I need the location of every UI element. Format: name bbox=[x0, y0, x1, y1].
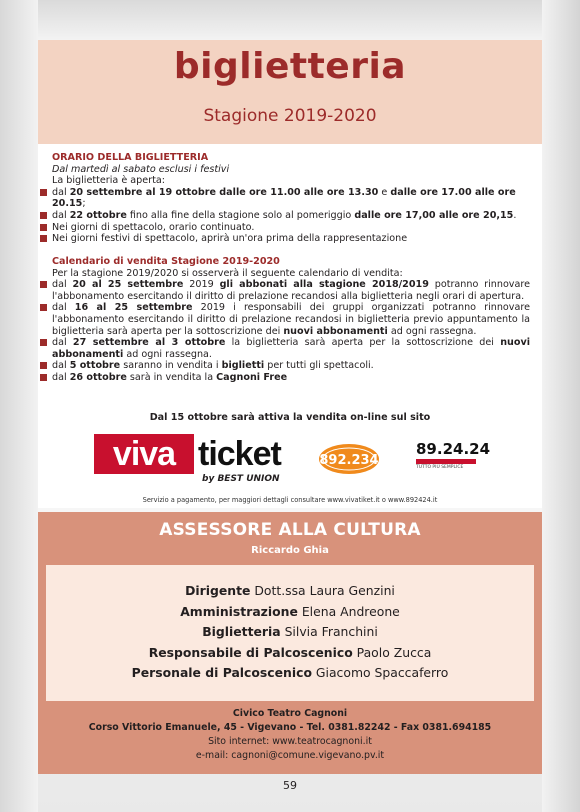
orario-item bbox=[52, 187, 530, 210]
assessore-title: ASSESSORE ALLA CULTURA bbox=[159, 520, 421, 540]
staff-person: Paolo Zucca bbox=[352, 644, 432, 660]
vendita-item-text: 16 al 25 settembre bbox=[74, 302, 193, 314]
season-subtitle: Stagione 2019-2020 bbox=[203, 106, 377, 126]
vendita-item-text: biglietti bbox=[221, 360, 265, 372]
orario-item bbox=[52, 222, 530, 234]
vendita-item-text: saranno in vendita i bbox=[120, 360, 222, 372]
orario-item-text: Nei giorni festivi di spettacolo, aprirà un'ora prima della rappresentazione bbox=[52, 233, 408, 245]
892424-logo-number: 89.24.24 bbox=[416, 440, 491, 458]
content-panel bbox=[38, 144, 542, 508]
bullet-square-icon bbox=[40, 281, 47, 288]
theatre-name: Civico Teatro Cagnoni bbox=[232, 708, 348, 719]
staff-role: Personale di Palcoscenico bbox=[131, 665, 312, 680]
staff-person: Elena Andreone bbox=[297, 603, 400, 619]
vendita-item bbox=[52, 360, 530, 372]
vendita-item-text: potranno rinnovare l'abbonamento esercitando il diritto di prelazione recandosi alla biglietteria negli orari di apertura. bbox=[52, 279, 531, 302]
staff-person: Silvia Franchini bbox=[280, 624, 378, 639]
bullet-square-icon bbox=[40, 224, 47, 231]
staff-role: Biglietteria bbox=[202, 624, 281, 639]
staff-row bbox=[46, 622, 534, 643]
vendita-item-text: 2019 bbox=[183, 279, 220, 291]
staff-role: Dirigente bbox=[185, 583, 251, 598]
orario-item-text: 22 ottobre bbox=[69, 209, 127, 221]
vendita-item-text: 20 al 25 settembre bbox=[72, 279, 184, 291]
vendita-item-text: 2019 i responsabili dei gruppi organizzati potranno rinnovare l'abbonamento esercitando il diritto di prelazione recandosi in biglietteria previo appuntamento la biglietteria sarà aperta per la sottoscrizione dei bbox=[52, 302, 530, 337]
orario-item-text: Nei giorni di spettacolo, orario continuato. bbox=[52, 221, 255, 233]
orario-item-text: dalle ore 17.00 alle ore 20.15 bbox=[52, 186, 516, 210]
vendita-item-text: 5 ottobre bbox=[69, 360, 121, 372]
vendita-item bbox=[52, 279, 530, 302]
staff-role: Amministrazione bbox=[180, 603, 298, 619]
staff-row bbox=[46, 643, 534, 664]
assessore-name: Riccardo Ghia bbox=[251, 545, 329, 556]
bullet-square-icon bbox=[40, 189, 47, 196]
fine-print: Servizio a pagamento, per maggiori dettagli consultare www.vivatiket.it o www.892424.it bbox=[142, 496, 438, 504]
vivaticket-logo-ticket: ticket bbox=[198, 435, 281, 473]
vendita-item-text: nuovi abbonamenti bbox=[52, 337, 531, 360]
orario-item-text: 20 settembre al 19 ottobre dalle ore 11.00 alle ore 13.30 bbox=[69, 186, 379, 198]
vivaticket-logo-viva: viva bbox=[94, 434, 194, 474]
assessore-box bbox=[38, 512, 542, 774]
orario-item-text: dal bbox=[52, 209, 70, 221]
background-photo-left bbox=[0, 0, 38, 812]
bullet-square-icon bbox=[40, 339, 47, 346]
bullet-square-icon bbox=[40, 362, 47, 369]
theatre-info bbox=[38, 707, 542, 763]
theatre-website: Sito internet: www.teatrocagnoni.it bbox=[208, 736, 372, 747]
vendita-item bbox=[52, 302, 530, 337]
staff-role: Responsabile di Palcoscenico bbox=[148, 644, 353, 660]
theatre-email: e-mail: cagnoni@comune.vigevano.pv.it bbox=[195, 750, 385, 761]
background-photo-right bbox=[542, 0, 580, 812]
bullet-square-icon bbox=[40, 374, 47, 381]
orario-intro: La biglietteria è aperta: bbox=[52, 175, 165, 187]
vendita-item-text: ad ogni rassegna. bbox=[387, 325, 477, 337]
892424-logo-tagline: TUTTO PIÙ SEMPLICE bbox=[416, 465, 464, 470]
header-box bbox=[38, 40, 542, 144]
vendita-item-text: 27 settembre al 3 ottobre bbox=[72, 337, 226, 349]
vendita-title: Calendario di vendita Stagione 2019-2020 bbox=[52, 256, 280, 267]
vendita-item-text: ad ogni rassegna. bbox=[123, 348, 212, 360]
vendita-item-text: per tutti gli spettacoli. bbox=[264, 360, 374, 372]
orario-section bbox=[52, 152, 530, 245]
orario-title: ORARIO DELLA BIGLIETTERIA bbox=[52, 152, 209, 163]
orario-item-text: e bbox=[378, 186, 391, 198]
892234-logo-number: 892.234 bbox=[319, 453, 379, 468]
vendita-item-text: sarà in vendita la bbox=[126, 371, 217, 383]
vendita-list bbox=[52, 279, 530, 383]
vendita-item-text: dal bbox=[52, 360, 70, 372]
orario-item-text: fino alla fine della stagione solo al pomeriggio bbox=[126, 209, 355, 221]
staff-person: Dott.ssa Laura Genzini bbox=[250, 583, 395, 598]
vendita-item-text: gli abbonati alla stagione 2018/2019 bbox=[219, 279, 429, 291]
staff-row bbox=[46, 602, 534, 623]
orario-item bbox=[52, 233, 530, 245]
vendita-item-text: la biglietteria sarà aperta per la sottoscrizione dei bbox=[225, 337, 501, 349]
orario-subtitle: Dal martedì al sabato esclusi i festivi bbox=[52, 163, 230, 175]
vivaticket-logo bbox=[94, 432, 298, 490]
vendita-intro: Per la stagione 2019/2020 si osserverà il seguente calendario di vendita: bbox=[52, 267, 403, 279]
theatre-address: Corso Vittorio Emanuele, 45 - Vigevano - Tel. 0381.82242 - Fax 0381.694185 bbox=[88, 722, 492, 733]
vendita-item-text: dal bbox=[52, 337, 73, 349]
orario-item-text: dalle ore 17,00 alle ore 20,15 bbox=[354, 209, 514, 221]
892234-logo bbox=[318, 442, 380, 476]
orario-item bbox=[52, 210, 530, 222]
vendita-item-text: 26 ottobre bbox=[69, 371, 127, 383]
vendita-item-text: Cagnoni Free bbox=[216, 371, 288, 383]
892424-logo bbox=[416, 440, 496, 480]
staff-person: Giacomo Spaccaferro bbox=[311, 665, 449, 680]
vendita-item-text: nuovi abbonamenti bbox=[283, 325, 388, 337]
vendita-item bbox=[52, 337, 530, 360]
page-number: 59 bbox=[283, 779, 297, 792]
vendita-item-text: dal bbox=[52, 371, 70, 383]
vendita-item-text: dal bbox=[52, 302, 75, 314]
bullet-square-icon bbox=[40, 304, 47, 311]
orario-item-text: . bbox=[513, 209, 517, 221]
vendita-section bbox=[52, 256, 530, 384]
892424-logo-bar bbox=[416, 459, 476, 464]
vendita-item bbox=[52, 372, 530, 384]
bullet-square-icon bbox=[40, 235, 47, 242]
online-sale-notice: Dal 15 ottobre sarà attiva la vendita on-line sul sito bbox=[149, 412, 431, 423]
bullet-square-icon bbox=[40, 212, 47, 219]
staff-panel bbox=[46, 565, 534, 701]
orario-item-text: ; bbox=[82, 198, 86, 210]
orario-list bbox=[52, 187, 530, 245]
page-title: biglietteria bbox=[173, 46, 407, 87]
orario-item-text: dal bbox=[52, 186, 70, 198]
vendita-item-text: dal bbox=[52, 279, 73, 291]
background-photo-top bbox=[0, 0, 580, 40]
staff-row bbox=[46, 663, 534, 684]
staff-row bbox=[46, 581, 534, 602]
vivaticket-logo-by: by BEST UNION bbox=[202, 474, 280, 484]
